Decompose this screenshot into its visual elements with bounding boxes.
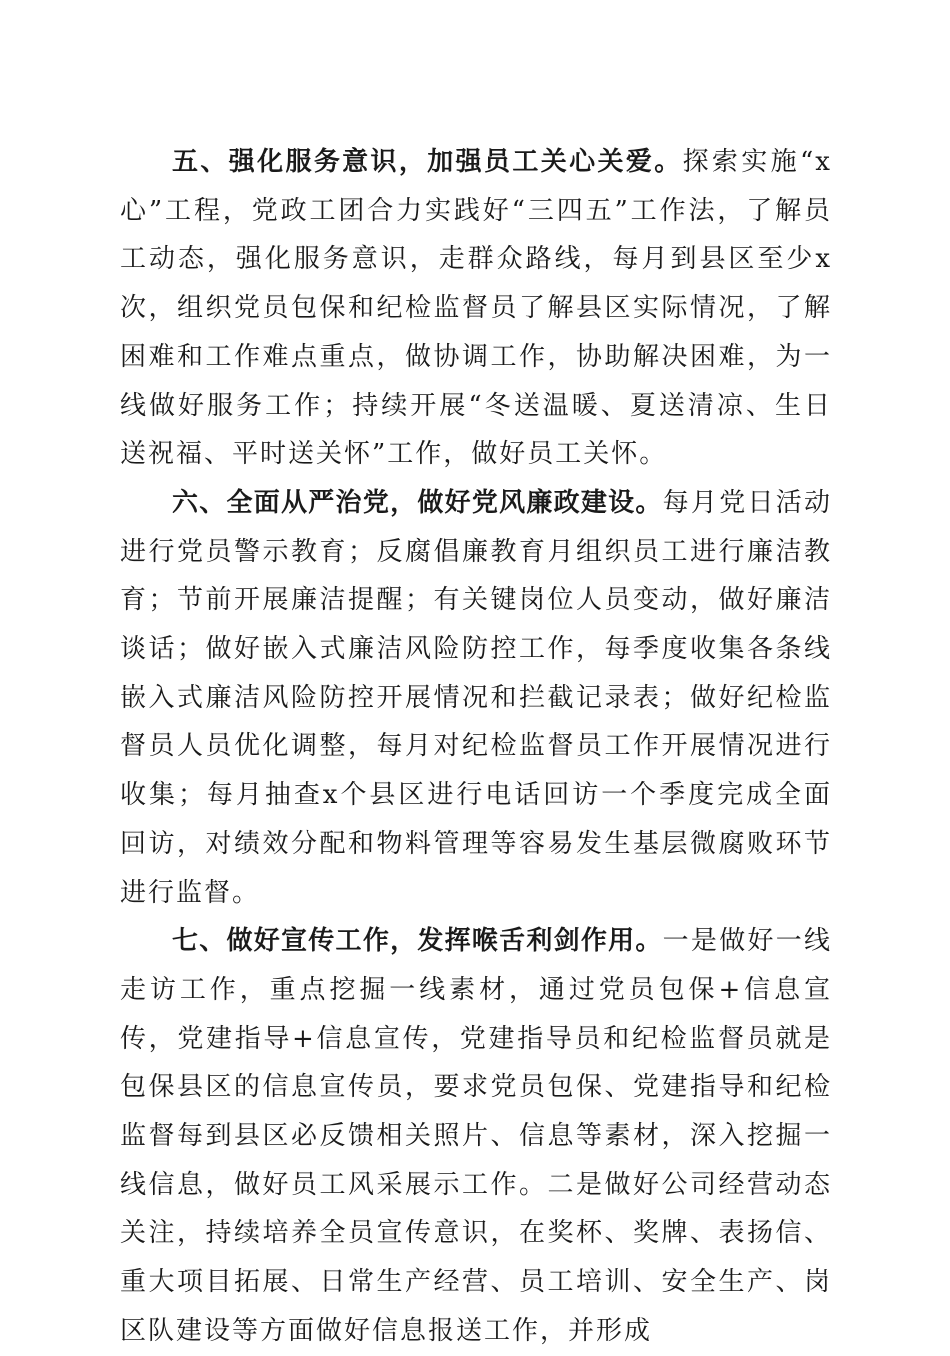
section-7-body: 一是做好一线走访工作，重点挖掘一线素材，通过党员包保+信息宣传，党建指导+信息宣传，党建指导员和纪检监督员就是包保县区的信息宣传员，要求党员包保、党建指导和纪检监督每到县区必反馈相关照片、信息等素材，深入挖掘一线信息，做好员工风采展示工作。二是做好公司经营动态关注，持续培养全员宣传意识，在奖杯、奖牌、表扬信、重大项目拓展、日常生产经营、员工培训、安全生产、岗区队建设等方面做好信息报送工作，并形成 (120, 926, 832, 1346)
document-body (120, 138, 832, 1356)
section-6-heading: 六、全面从严治党，做好党风廉政建设。 (172, 487, 663, 518)
section-5-heading: 五、强化服务意识，加强员工关心关爱。 (172, 147, 683, 177)
section-7-paragraph (120, 917, 832, 1355)
section-6-body: 每月党日活动进行党员警示教育；反腐倡廉教育月组织员工进行廉洁教育；节前开展廉洁提醒；有关键岗位人员变动，做好廉洁谈话；做好嵌入式廉洁风险防控工作，每季度收集各条线嵌入式廉洁风险防控开展情况和拦截记录表；做好纪检监督员人员优化调整，每月对纪检监督员工作开展情况进行收集；每月抽查x个县区进行电话回访一个季度完成全面回访，对绩效分配和物料管理等容易发生基层微腐败环节进行监督。 (120, 487, 832, 908)
section-7-heading: 七、做好宣传工作，发挥喉舌利剑作用。 (172, 926, 663, 957)
section-5-body: 探索实施“x心”工程，党政工团合力实践好“三四五”工作法，了解员工动态，强化服务意识，走群众路线，每月到县区至少x次，组织党员包保和纪检监督员了解县区实际情况，了解困难和工作难点重点，做协调工作，协助解决困难，为一线做好服务工作；持续开展“冬送温暖、夏送清凉、生日送祝福、平时送关怀”工作，做好员工关怀。 (120, 147, 832, 470)
section-5-paragraph (120, 138, 832, 479)
section-6-paragraph (120, 479, 832, 917)
